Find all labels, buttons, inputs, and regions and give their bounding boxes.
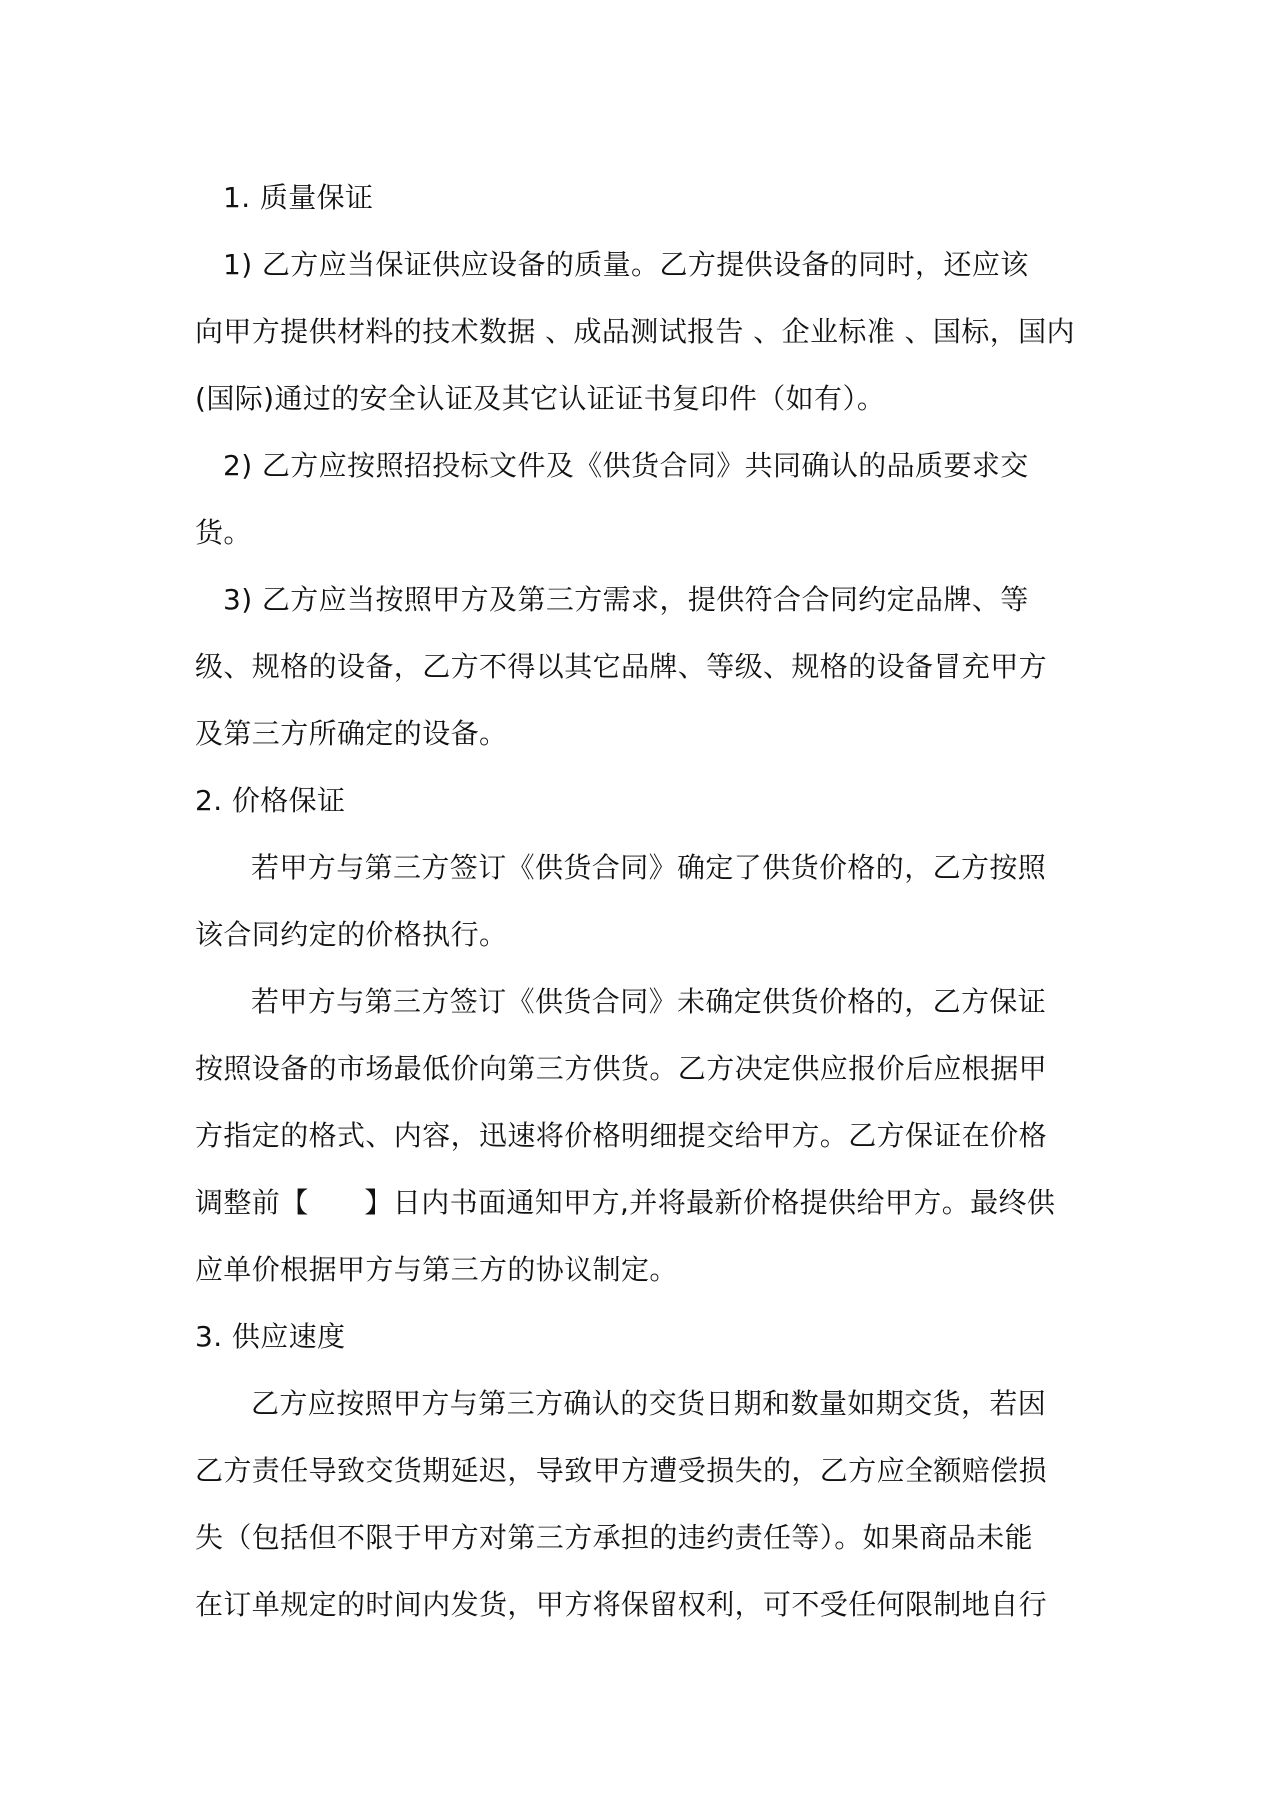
paragraph-line: 及第三方所确定的设备。 [195,717,508,750]
paragraph-line: 该合同约定的价格执行。 [195,918,508,951]
paragraph-line: 方指定的格式、内容，迅速将价格明细提交给甲方。乙方保证在价格 [195,1119,1048,1152]
paragraph-line: 若甲方与第三方签订《供货合同》确定了供货价格的，乙方按照 [251,851,1047,884]
paragraph-line: 货。 [195,516,252,549]
paragraph-line: 3) 乙方应当按照甲方及第三方需求，提供符合合同约定品牌、等 [223,583,1029,616]
paragraph-line: 失（包括但不限于甲方对第三方承担的违约责任等）。如果商品未能 [195,1521,1034,1554]
section-heading-speed: 3. 供应速度 [195,1320,346,1353]
paragraph-line: 级、规格的设备，乙方不得以其它品牌、等级、规格的设备冒充甲方 [195,650,1048,683]
paragraph-line: 向甲方提供材料的技术数据 、成品测试报告 、企业标准 、国标，国内 [195,315,1075,348]
section-heading-price: 2. 价格保证 [195,784,346,817]
paragraph-line: 调整前【 】日内书面通知甲方,并将最新价格提供给甲方。最终供 [195,1186,1056,1219]
paragraph-line: 若甲方与第三方签订《供货合同》未确定供货价格的，乙方保证 [251,985,1047,1018]
paragraph-line: 应单价根据甲方与第三方的协议制定。 [195,1253,678,1286]
paragraph-line: 2) 乙方应按照招投标文件及《供货合同》共同确认的品质要求交 [223,449,1029,482]
section-heading-quality: 1. 质量保证 [223,181,374,214]
paragraph-line: 按照设备的市场最低价向第三方供货。乙方决定供应报价后应根据甲 [195,1052,1048,1085]
paragraph-line: (国际)通过的安全认证及其它认证证书复印件（如有）。 [195,382,886,415]
paragraph-line: 1) 乙方应当保证供应设备的质量。乙方提供设备的同时，还应该 [223,248,1029,281]
paragraph-line: 乙方责任导致交货期延迟，导致甲方遭受损失的，乙方应全额赔偿损 [195,1454,1048,1487]
paragraph-line: 乙方应按照甲方与第三方确认的交货日期和数量如期交货，若因 [251,1387,1047,1420]
paragraph-line: 在订单规定的时间内发货，甲方将保留权利，可不受任何限制地自行 [195,1588,1048,1621]
